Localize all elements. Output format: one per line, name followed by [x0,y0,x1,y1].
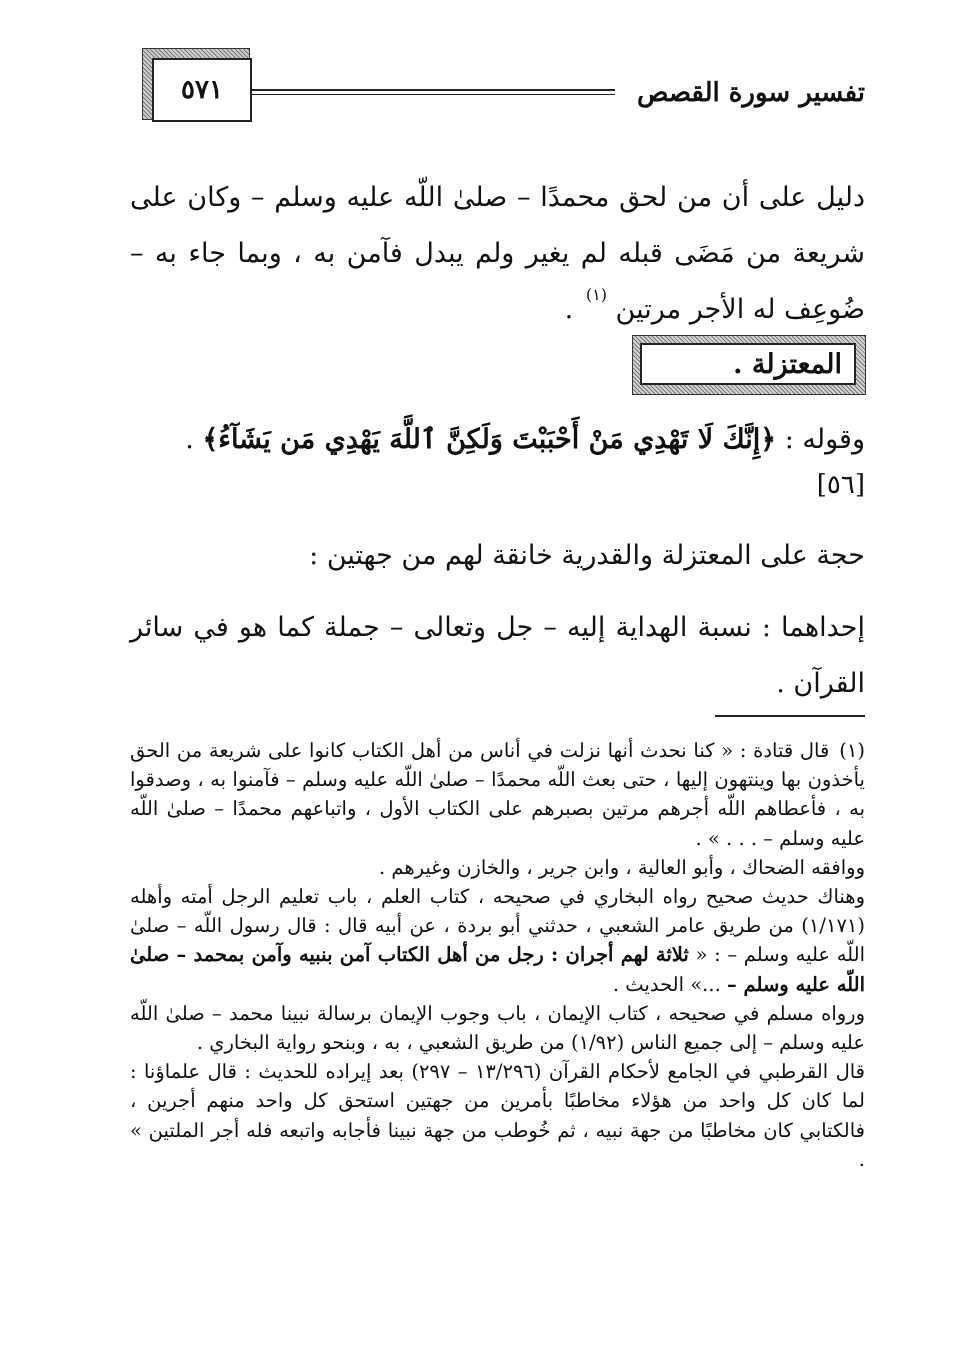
paragraph-4: إحداهما : نسبة الهداية إليه – جل وتعالى – جملة كما هو في سائر القرآن . [130,612,865,699]
footnote-1-text: قال قتادة : « كنا نحدث أنها نزلت في أناس من أهل الكتاب كانوا على شريعة من الحق يأخذون بها وينتهون إليها ، حتى بعث اللّه محمدًا – صلىٰ اللّه عليه وسلم – فآمنوا به ، وصدقوا به ، فأعطاهم اللّه أجرهم مرتين بصبرهم على الكتاب الأول ، واتباعهم محمدًا – صلىٰ اللّه عليه وسلم – . . . » . [130,739,865,850]
footnotes [130,736,865,1174]
quran-verse: ﴿إِنَّكَ لَا تَهْدِي مَنْ أَحْبَبْتَ وَلَكِنَّ ٱللَّهَ يَهْدِي مَن يَشَآءُ﴾ [202,424,777,455]
paragraph-3: حجة على المعتزلة والقدرية خانقة لهم من جهتين : [309,540,865,571]
footnote-1 [130,736,865,853]
verse-end: . [185,424,194,455]
paragraph-1 [130,170,865,341]
footnote-reference-1[interactable]: (١) [585,285,607,304]
verse-line [130,412,865,468]
footnote-paragraph-3 [130,882,865,999]
section-heading: المعتزلة . [640,343,856,385]
header-rule [250,89,615,95]
running-header-title: تفسير سورة القصص [637,78,865,108]
hadith-text: ثلاثة لهم أجران : رجل من أهل الكتاب آمن بنبيه وآمن بمحمد – صلىٰ اللّه عليه وسلم – [130,943,865,996]
verse-intro: وقوله : [784,424,865,455]
verse-number: [٥٦] [816,470,865,500]
footnote-separator [715,715,865,717]
footnote-paragraph-4: ورواه مسلم في صحيحه ، كتاب الإيمان ، باب وجوب الإيمان برسالة نبينا محمد – صلىٰ اللّه عليه وسلم – إلى جميع الناس (١/٩٢) من طريق الشعبي ، به ، وبنحو رواية البخاري . [130,1001,865,1055]
footnote-paragraph-5: قال القرطبي في الجامع لأحكام القرآن (١٣/٢٩٦ – ٢٩٧) بعد إيراده للحديث : قال علماؤنا : لما كان كل واحد من هؤلاء مخاطبًا بأمرين من جهتين استحق كل واحد منهم أجرين ، فالكتابي كان مخاطبًا من جهة نبيه ، ثم خُوطب من جهة نبينا فأجابه واتبعه فله أجر الملتين » . [130,1060,865,1171]
paragraph-1-end: . [564,294,574,325]
footnote-number: (١) [839,739,865,762]
footnote-3-text-a: وهناك حديث صحيح رواه البخاري في صحيحه ، كتاب العلم ، باب تعليم الرجل أمته وأهله (١/١٧١) من طريق عامر الشعبي ، حدثني أبو بردة ، عن أبيه قال : قال رسول اللّه – صلىٰ اللّه عليه وسلم – : « [130,885,865,967]
footnote-3-text-b: ...» الحديث . [612,972,721,996]
page-number: ٥٧١ [152,58,252,122]
footnote-paragraph-2: ووافقه الضحاك ، وأبو العالية ، وابن جرير ، والخازن وغيرهم . [378,855,865,879]
paragraph-1-text: دليل على أن من لحق محمدًا – صلىٰ اللّه عليه وسلم – وكان على شريعة من مَضَى قبله لم يغير ولم يبدل فآمن به ، وبما جاء به – ضُوعِف له الأجر مرتين [130,182,865,325]
